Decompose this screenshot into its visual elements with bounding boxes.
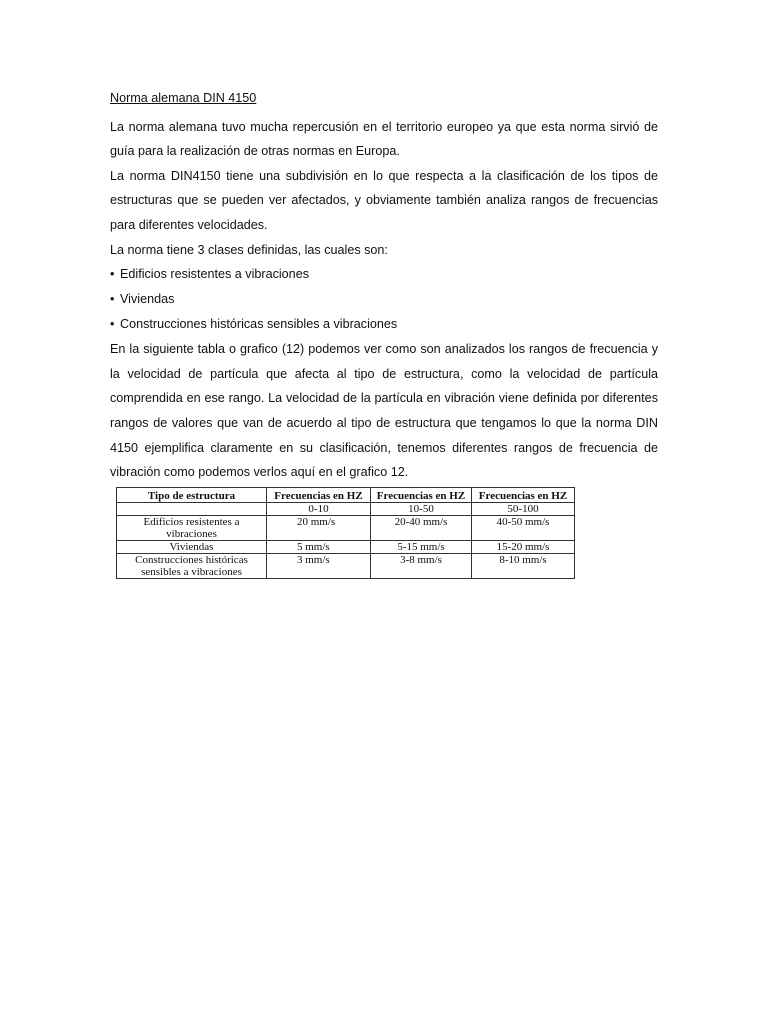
table-cell: 5 mm/s (267, 541, 371, 554)
table-cell: 15-20 mm/s (472, 541, 575, 554)
bullet-icon: • (110, 292, 115, 307)
paragraph-4: En la siguiente tabla o grafico (12) podemos ver como son analizados los rangos de frecuencia y la velocidad de partícula que afecta al tipo de estructura, como la velocidad de partícula comprendida en ese rango. La velocidad de la partícula en vibración viene definida por diferentes rangos de valores que van de acuerdo al tipo de estructura que tengamos lo que la norma DIN 4150 ejemplifica claramente en su clasificación, tenemos diferentes rangos de frecuencia de vibración como podemos verlos aquí en el grafico 12. (110, 342, 658, 480)
document-title: Norma alemana DIN 4150 (110, 91, 257, 105)
bullet-icon: • (110, 317, 115, 332)
class-list (110, 262, 658, 337)
table-cell: 40-50 mm/s (472, 516, 575, 541)
list-item-label: Viviendas (120, 292, 175, 307)
table-cell: 5-15 mm/s (371, 541, 472, 554)
table-cell: 20-40 mm/s (371, 516, 472, 541)
table-header-cell: Frecuencias en HZ (267, 488, 371, 503)
list-item (110, 287, 658, 312)
table-cell: Edificios resistentes a vibraciones (117, 516, 267, 541)
table-cell: 8-10 mm/s (472, 554, 575, 579)
list-item (110, 312, 658, 337)
table-cell: 3-8 mm/s (371, 554, 472, 579)
list-item (110, 262, 658, 287)
list-item-label: Construcciones históricas sensibles a vibraciones (120, 317, 398, 332)
table-cell: Viviendas (117, 541, 267, 554)
table-header-cell: Frecuencias en HZ (371, 488, 472, 503)
table-row (117, 516, 575, 541)
table-header-cell: Frecuencias en HZ (472, 488, 575, 503)
frequency-table (116, 487, 575, 579)
table-row (117, 503, 575, 516)
table-cell: 3 mm/s (267, 554, 371, 579)
table-header-row (117, 488, 575, 503)
table-cell (117, 503, 267, 516)
list-item-label: Edificios resistentes a vibraciones (120, 267, 309, 282)
paragraph-3: La norma tiene 3 clases definidas, las cuales son: (110, 242, 388, 257)
table-row (117, 541, 575, 554)
paragraph-1: La norma alemana tuvo mucha repercusión en el territorio europeo ya que esta norma sirvió de guía para la realización de otras normas en Europa. (110, 119, 658, 159)
table-cell: 20 mm/s (267, 516, 371, 541)
paragraph-2: La norma DIN4150 tiene una subdivisión en lo que respecta a la clasificación de los tipos de estructuras que se pueden ver afectados, y obviamente también analiza rangos de frecuencias para diferentes velocidades. (110, 168, 658, 232)
table-cell: 50-100 (472, 503, 575, 516)
frequency-table-container (116, 487, 574, 579)
table-header-cell: Tipo de estructura (117, 488, 267, 503)
table-cell: 0-10 (267, 503, 371, 516)
table-cell: 10-50 (371, 503, 472, 516)
bullet-icon: • (110, 267, 115, 282)
document-body (110, 86, 658, 485)
table-row (117, 554, 575, 579)
table-cell: Construcciones históricas sensibles a vibraciones (117, 554, 267, 579)
